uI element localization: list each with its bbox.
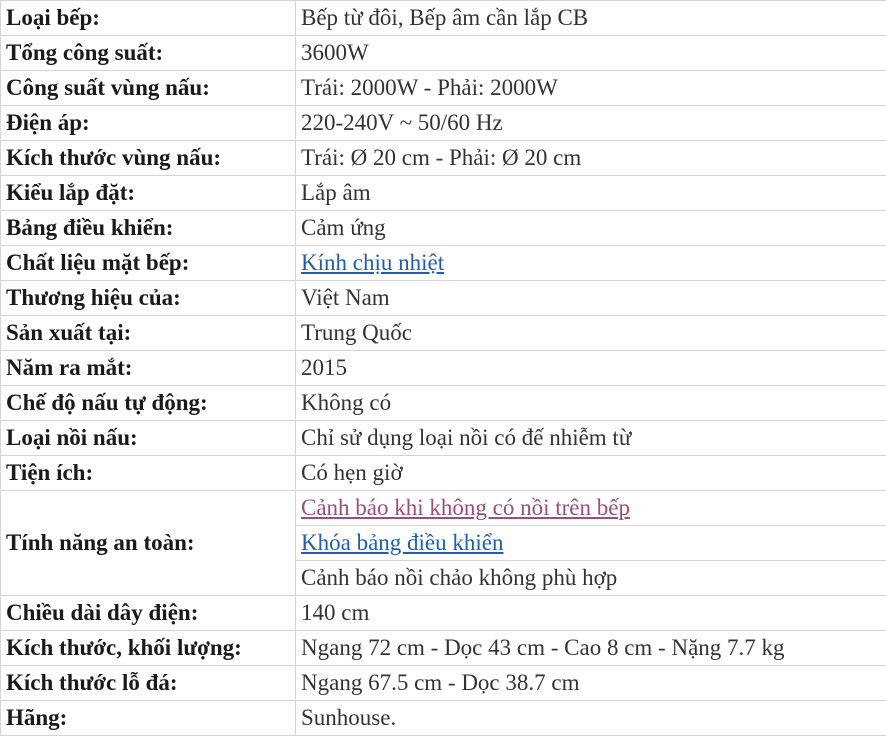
spec-value-total-power: 3600W bbox=[296, 36, 886, 71]
table-row bbox=[1, 316, 886, 351]
table-row bbox=[1, 351, 886, 386]
surface-material-link[interactable]: Kính chịu nhiệt bbox=[301, 250, 445, 275]
spec-value-made-in: Trung Quốc bbox=[296, 316, 886, 351]
table-row bbox=[1, 71, 886, 106]
spec-label-manufacturer: Hãng: bbox=[1, 701, 296, 736]
spec-label-release-year: Năm ra mắt: bbox=[1, 351, 296, 386]
table-row bbox=[1, 701, 886, 736]
table-row bbox=[1, 281, 886, 316]
spec-value-dimensions-weight: Ngang 72 cm - Dọc 43 cm - Cao 8 cm - Nặng 7.7 kg bbox=[296, 631, 886, 666]
spec-value-utilities: Có hẹn giờ bbox=[296, 456, 886, 491]
table-row bbox=[1, 246, 886, 281]
spec-value-voltage: 220-240V ~ 50/60 Hz bbox=[296, 106, 886, 141]
table-row bbox=[1, 456, 886, 491]
table-row bbox=[1, 666, 886, 701]
spec-label-control-panel: Bảng điều khiển: bbox=[1, 211, 296, 246]
spec-value-surface-material bbox=[296, 246, 886, 281]
spec-value-release-year: 2015 bbox=[296, 351, 886, 386]
spec-label-cookware: Loại nồi nấu: bbox=[1, 421, 296, 456]
spec-value-safety-2 bbox=[296, 526, 886, 561]
table-row bbox=[1, 141, 886, 176]
table-row bbox=[1, 631, 886, 666]
spec-value-auto-cook: Không có bbox=[296, 386, 886, 421]
spec-label-surface-material: Chất liệu mặt bếp: bbox=[1, 246, 296, 281]
spec-value-brand-origin: Việt Nam bbox=[296, 281, 886, 316]
spec-value-install-type: Lắp âm bbox=[296, 176, 886, 211]
table-row bbox=[1, 596, 886, 631]
spec-label-cord-length: Chiều dài dây điện: bbox=[1, 596, 296, 631]
spec-value-cooktop-type: Bếp từ đôi, Bếp âm cần lắp CB bbox=[296, 1, 886, 36]
table-row bbox=[1, 421, 886, 456]
spec-value-cutout-size: Ngang 67.5 cm - Dọc 38.7 cm bbox=[296, 666, 886, 701]
spec-label-install-type: Kiểu lắp đặt: bbox=[1, 176, 296, 211]
spec-label-made-in: Sản xuất tại: bbox=[1, 316, 296, 351]
spec-label-safety: Tính năng an toàn: bbox=[1, 491, 296, 596]
spec-label-brand-origin: Thương hiệu của: bbox=[1, 281, 296, 316]
spec-label-zone-size: Kích thước vùng nấu: bbox=[1, 141, 296, 176]
spec-value-safety-1 bbox=[296, 491, 886, 526]
safety-panel-lock-link[interactable]: Khóa bảng điều khiển bbox=[301, 530, 504, 555]
spec-label-auto-cook: Chế độ nấu tự động: bbox=[1, 386, 296, 421]
spec-value-zone-size: Trái: Ø 20 cm - Phải: Ø 20 cm bbox=[296, 141, 886, 176]
spec-value-cord-length: 140 cm bbox=[296, 596, 886, 631]
table-row bbox=[1, 36, 886, 71]
spec-value-zone-power: Trái: 2000W - Phải: 2000W bbox=[296, 71, 886, 106]
spec-value-cookware: Chỉ sử dụng loại nồi có đế nhiễm từ bbox=[296, 421, 886, 456]
spec-label-zone-power: Công suất vùng nấu: bbox=[1, 71, 296, 106]
spec-value-control-panel: Cảm ứng bbox=[296, 211, 886, 246]
spec-value-safety-3: Cảnh báo nồi chảo không phù hợp bbox=[296, 561, 886, 596]
spec-value-manufacturer: Sunhouse. bbox=[296, 701, 886, 736]
table-row bbox=[1, 211, 886, 246]
spec-label-dimensions-weight: Kích thước, khối lượng: bbox=[1, 631, 296, 666]
spec-label-voltage: Điện áp: bbox=[1, 106, 296, 141]
table-row bbox=[1, 386, 886, 421]
table-row bbox=[1, 176, 886, 211]
spec-label-cutout-size: Kích thước lỗ đá: bbox=[1, 666, 296, 701]
table-row bbox=[1, 491, 886, 526]
spec-label-cooktop-type: Loại bếp: bbox=[1, 1, 296, 36]
safety-no-pot-warning-link[interactable]: Cảnh báo khi không có nồi trên bếp bbox=[301, 495, 630, 520]
table-row bbox=[1, 106, 886, 141]
spec-label-total-power: Tổng công suất: bbox=[1, 36, 296, 71]
table-row bbox=[1, 1, 886, 36]
spec-label-utilities: Tiện ích: bbox=[1, 456, 296, 491]
